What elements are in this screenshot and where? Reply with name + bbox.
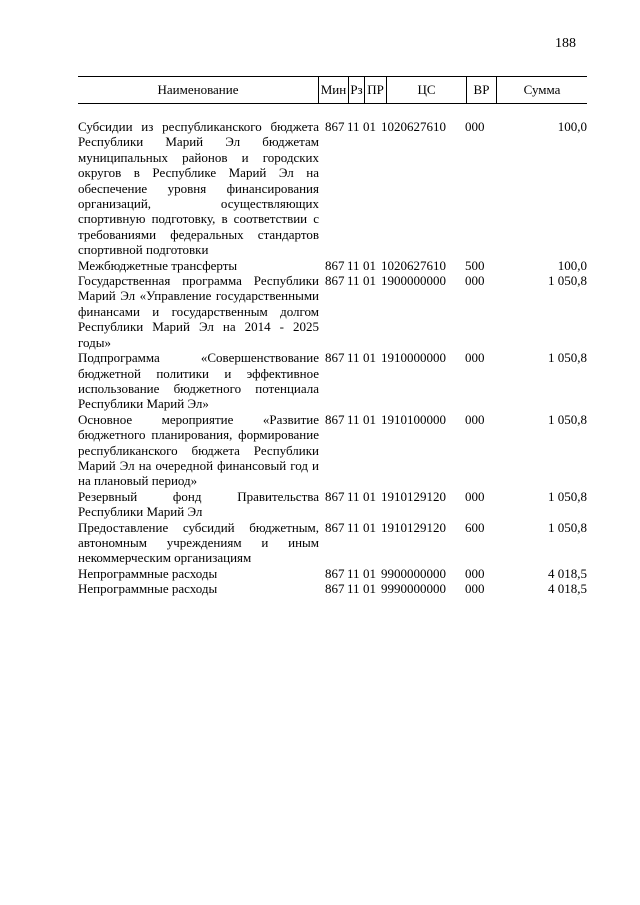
row-sum: 4 018,5 (548, 581, 587, 597)
row-min: 867 (325, 565, 345, 581)
row-min: 867 (325, 411, 345, 427)
row-sum: 1 050,8 (548, 488, 587, 504)
table-row (78, 350, 587, 412)
page-number: 188 (555, 36, 576, 51)
table-row (78, 520, 587, 566)
header-min: Мин (319, 77, 349, 103)
row-codes (319, 412, 497, 489)
row-cs: 1910129120 (381, 519, 446, 535)
table-row (78, 412, 587, 489)
row-min: 867 (325, 257, 345, 273)
row-name: Подпрограмма «Совершенствование бюджетной политики и эффективное использование бюджетного потенциала Республики Марий Эл» (78, 350, 319, 412)
row-min: 867 (325, 119, 345, 134)
row-rz: 11 (347, 488, 360, 504)
row-vr: 000 (465, 411, 485, 427)
header-rz: Рз (349, 77, 365, 103)
row-name: Основное мероприятие «Развитие бюджетного планирования, формирование республиканского бюджета Республики Марий Эл на очередной финансовый год и на плановый период» (78, 411, 319, 489)
table-row (78, 273, 587, 350)
row-vr: 600 (465, 519, 485, 535)
row-vr: 000 (465, 581, 485, 597)
header-pr: ПР (365, 77, 387, 103)
row-codes (319, 273, 497, 350)
row-codes (319, 520, 497, 566)
row-min: 867 (325, 488, 345, 504)
row-min: 867 (325, 350, 345, 366)
row-min: 867 (325, 519, 345, 535)
row-rz: 11 (347, 257, 360, 273)
row-codes (319, 489, 497, 520)
row-rz: 11 (347, 411, 360, 427)
row-name: Резервный фонд Правительства Республики Марий Эл (78, 488, 319, 520)
row-name: Субсидии из республиканского бюджета Республики Марий Эл бюджетам муниципальных районов и городских округов в Республике Марий Эл на обеспечение уровня финансирования организаций, осуществляющих спортивную подготовку, в соответствии с требованиями федеральных стандартов спортивной подготовки (78, 119, 319, 258)
row-sum: 1 050,8 (548, 411, 587, 427)
row-pr: 01 (363, 581, 376, 597)
row-rz: 11 (347, 350, 360, 366)
row-codes (319, 581, 497, 596)
table-row (78, 566, 587, 581)
row-cs: 1910100000 (381, 411, 446, 427)
row-name: Государственная программа Республики Марий Эл «Управление государственными финансами и государственным долгом Республики Марий Эл на 2014 - 2025 годы» (78, 273, 319, 350)
row-cs: 1900000000 (381, 273, 446, 289)
row-pr: 01 (363, 257, 376, 273)
row-cs: 9990000000 (381, 581, 446, 597)
header-cs: ЦС (387, 77, 467, 103)
row-rz: 11 (347, 519, 360, 535)
row-vr: 000 (465, 119, 485, 134)
row-sum: 100,0 (557, 119, 587, 134)
row-pr: 01 (363, 565, 376, 581)
row-sum: 1 050,8 (548, 350, 587, 366)
row-rz: 11 (347, 581, 360, 597)
row-codes (319, 119, 497, 258)
row-pr: 01 (363, 519, 376, 535)
row-vr: 000 (465, 488, 485, 504)
row-name: Непрограммные расходы (78, 565, 218, 581)
row-rz: 11 (347, 119, 360, 134)
row-vr: 500 (465, 257, 485, 273)
row-vr: 000 (465, 273, 485, 289)
row-cs: 1910000000 (381, 350, 446, 366)
row-cs: 1020627610 (381, 119, 446, 134)
row-sum: 1 050,8 (548, 519, 587, 535)
header-sum: Сумма (523, 82, 561, 97)
table-row (78, 489, 587, 520)
row-sum: 4 018,5 (548, 565, 587, 581)
table-body (78, 119, 587, 597)
row-pr: 01 (363, 411, 376, 427)
budget-table (78, 76, 587, 597)
row-name: Непрограммные расходы (78, 581, 218, 597)
row-rz: 11 (347, 273, 360, 289)
table-row (78, 581, 587, 596)
row-pr: 01 (363, 119, 376, 134)
row-vr: 000 (465, 350, 485, 366)
row-codes (319, 566, 497, 581)
row-min: 867 (325, 273, 345, 289)
table-header (78, 76, 587, 104)
table-row (78, 119, 587, 258)
row-pr: 01 (363, 273, 376, 289)
table-row (78, 258, 587, 273)
row-name: Межбюджетные трансферты (78, 257, 238, 273)
row-cs: 9900000000 (381, 565, 446, 581)
row-min: 867 (325, 581, 345, 597)
row-rz: 11 (347, 565, 360, 581)
row-sum: 100,0 (557, 257, 587, 273)
row-vr: 000 (465, 565, 485, 581)
header-name: Наименование (78, 77, 319, 103)
row-sum: 1 050,8 (548, 273, 587, 289)
row-pr: 01 (363, 350, 376, 366)
row-name: Предоставление субсидий бюджетным, автономным учреждениям и иным некоммерческим организациям (78, 519, 319, 566)
row-cs: 1020627610 (381, 257, 446, 273)
row-codes (319, 258, 497, 273)
row-pr: 01 (363, 488, 376, 504)
row-codes (319, 350, 497, 412)
row-cs: 1910129120 (381, 488, 446, 504)
header-vr: ВР (467, 77, 497, 103)
